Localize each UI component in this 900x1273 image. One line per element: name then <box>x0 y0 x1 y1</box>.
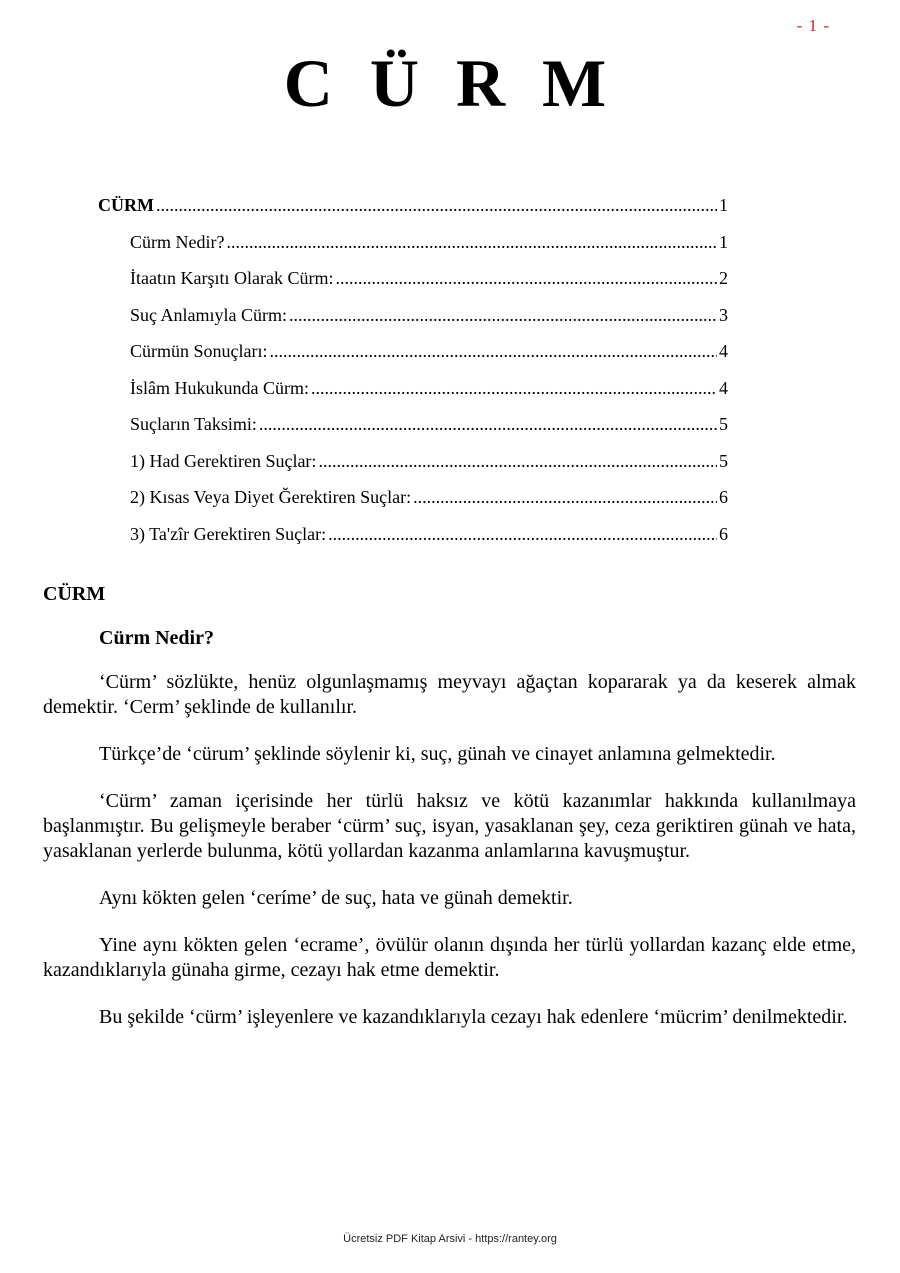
toc-leader-dots <box>259 409 717 439</box>
toc-entry[interactable] <box>98 519 728 556</box>
toc-leader-dots <box>226 227 717 257</box>
subsection-heading: Cürm Nedir? <box>99 627 214 649</box>
document-title: C Ü R M <box>283 45 617 121</box>
toc-entry-page: 1 <box>719 195 728 215</box>
body-paragraph: Türkçe’de ‘cürum’ şeklinde söylenir ki, suç, günah ve cinayet anlamına gelmektedir. <box>99 743 776 765</box>
toc-entry-label: Cürm Nedir? <box>130 231 225 252</box>
toc-entry[interactable] <box>98 373 728 410</box>
toc-leader-dots <box>289 300 717 330</box>
section-heading: CÜRM <box>43 583 106 605</box>
toc-entry[interactable] <box>98 300 728 337</box>
toc-entry-label: 2) Kısas Veya Diyet Ğerektiren Suçlar: <box>130 487 412 507</box>
toc-leader-dots <box>156 190 717 220</box>
toc-entry-page: 6 <box>719 487 728 507</box>
page-number: - 1 - <box>796 16 830 35</box>
toc-entry[interactable] <box>98 263 728 300</box>
toc-entry[interactable] <box>98 227 728 264</box>
toc-entry-label: Suçların Taksimi: <box>130 414 257 434</box>
page-footer: Ücretsiz PDF Kitap Arsivi - https://rantey.org <box>343 1233 557 1245</box>
toc-leader-dots <box>328 519 717 549</box>
toc-leader-dots <box>318 446 717 476</box>
toc-entry-page: 1 <box>719 231 728 252</box>
toc-leader-dots <box>413 482 717 512</box>
toc-entry[interactable] <box>98 409 728 446</box>
toc-entry[interactable] <box>98 190 728 227</box>
toc-entry-page: 5 <box>719 450 728 471</box>
toc-entry-label: 3) Ta'zîr Gerektiren Suçlar: <box>130 523 327 544</box>
toc-leader-dots <box>335 263 717 293</box>
toc-entry-page: 6 <box>719 523 728 544</box>
toc-entry-page: 2 <box>719 268 728 288</box>
toc-entry[interactable] <box>98 336 728 373</box>
body-paragraph: ‘Cürm’ zaman içerisinde her türlü haksız ve kötü kazanımlar hakkında kullanılmaya başlanmıştır. Bu gelişmeyle beraber ‘cürm’ suç, isyan, yasaklanan şey, ceza geriktiren günah ve hata, yasaklanan yerlerde bulunma, kötü yollardan kazanma anlamlarına kavuşmuştur. <box>43 790 856 862</box>
toc-entry[interactable] <box>98 446 728 483</box>
document-body <box>43 582 856 1052</box>
toc-entry-page: 4 <box>719 341 728 361</box>
toc-entry-page: 3 <box>719 304 728 325</box>
body-paragraph: Bu şekilde ‘cürm’ işleyenlere ve kazandıklarıyla cezayı hak edenlere ‘mücrim’ denilmektedir. <box>99 1006 848 1028</box>
body-paragraph: Aynı kökten gelen ‘ceríme’ de suç, hata ve günah demektir. <box>99 887 573 909</box>
toc-entry-label: CÜRM <box>98 195 154 215</box>
toc-entry-label: Cürmün Sonuçları: <box>130 341 268 361</box>
toc-entry-label: İslâm Hukukunda Cürm: <box>130 377 309 398</box>
toc-entry-label: Suç Anlamıyla Cürm: <box>130 304 287 325</box>
toc-leader-dots <box>270 336 718 366</box>
toc-entry-label: 1) Had Gerektiren Suçlar: <box>130 450 317 471</box>
toc-leader-dots <box>311 373 717 403</box>
body-paragraph: Yine aynı kökten gelen ‘ecrame’, övülür olanın dışında her türlü yollardan kazanç elde etme, kazandıklarıyla günaha girme, cezayı hak etme demektir. <box>43 934 856 981</box>
toc-entry[interactable] <box>98 482 728 519</box>
toc-entry-page: 5 <box>719 414 728 434</box>
toc-entry-page: 4 <box>719 377 728 398</box>
table-of-contents <box>98 190 728 555</box>
body-paragraph: ‘Cürm’ sözlükte, henüz olgunlaşmamış meyvayı ağaçtan kopararak ya da keserek almak demektir. ‘Cerm’ şeklinde de kullanılır. <box>43 671 856 718</box>
toc-entry-label: İtaatın Karşıtı Olarak Cürm: <box>130 268 334 288</box>
